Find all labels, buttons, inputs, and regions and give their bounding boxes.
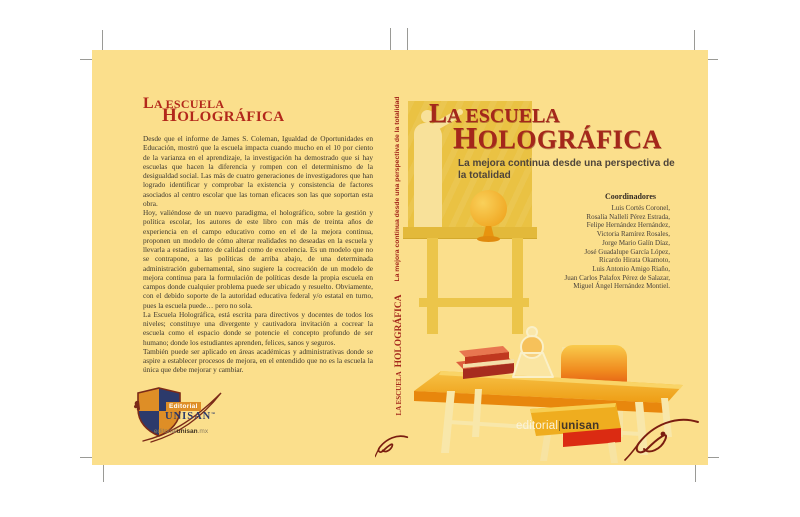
spine [388,96,406,416]
coordinator-name: Luis Cortés Coronel, [611,204,670,212]
front-title-line1: LA ESCUELA [429,98,560,128]
spine-subtitle: La mejora continua desde una perspectiva de la totalidad [393,96,401,282]
front-title-line2: HOLOGRÁFICA [453,120,662,155]
front-cover-subtitle: La mejora continua desde una perspectiva de la totalidad [458,158,675,181]
classroom-illustration [395,285,708,465]
chair-leg [608,442,618,463]
trademark-symbol: ™ [211,411,217,416]
coordinator-name: Ricardo Hirata Okamoto, [599,256,670,265]
coordinators-block [480,192,670,291]
body-paragraph: Hoy, valiéndose de un nuevo paradigma, el holográfico, sobre la gestión y política escolar, los autores de este libro con más de treinta años de experiencia en el campo educativo como en el de la mejora continua, proponen un modelo de cómo alterar realidades no deseadas en la escuela y llevarla a estadios tanto de calidad como de excelencia. Es un modelo que no se contrapone, a las políticas de arriba abajo, de una determinada administración gubernamental, sino sugiere la cocreación de un modelo de mejora continua para la formulación de políticas desde la propia escuela en campos donde cualquier problema puede ser ubicado y resuelto. Obviamente, con el debido soporte de la autoridad educativa federal y/o estatal en turno, pues la escuela puede… pero no sola. [143,208,373,310]
coordinator-name: Rosalía Nallelí Pérez Estrada, [586,212,670,221]
body-paragraph: La Escuela Holográfica, está escrita para directivos y docentes de todos los niveles; constituye una divergente y cautivadora invitación a cocrear la escuela como el espacio donde se potencie el concepto profundo de ser humano; donde los estudiantes aprenden, felices, sanos y seguros. [143,309,373,347]
logo-unisan-label: UNISAN™ [165,411,217,422]
coordinators-list [480,204,670,291]
body-paragraph: Desde que el informe de James S. Coleman, Igualdad de Oportunidades en Educación, mostró que la escuela impacta cuando mucho en el 10 por ciento de la varianza en el aprendizaje, la investigación ha demostrado que si hay escuelas que hacen la diferencia y rompen con el determinismo de la desigualdad social. Las más de cuatro generaciones de investigadores que han logrado identificar y comprobar la existencia y consistencia de factores asociados al centro escolar que las tornan eficaces son las que soportan esta obra. [143,134,373,208]
website-url: editorialunisan.mx [153,428,209,435]
back-cover-body [143,134,373,375]
coordinator-name: Miguel Ángel Hernández Montiel. [573,282,670,291]
coordinators-label: Coordinadores [605,192,656,201]
coordinator-name: Luis Antonio Amigo Riaño, [592,264,670,273]
coordinator-name: José Guadalupe García López, [584,247,670,256]
back-cover-title [143,95,285,126]
back-cover-title-line2: HOLOGRÁFICA [162,105,285,126]
spine-title: LA ESCUELA HOLOGRÁFICA [394,294,404,416]
coordinator-name: Juan Carlos Palafox Pérez de Salazar, [564,273,670,282]
signature-flourish-small-icon [375,432,409,462]
lion-icon [134,401,140,411]
back-cover-title-line1: LA ESCUELA [143,95,225,112]
logo-editorial-label: Editorial [166,402,201,411]
publisher-divider [559,421,560,431]
coordinator-name: Victoria Ramírez Rosales, [596,230,670,239]
publisher-wordmark [516,420,599,432]
coordinator-name: Jorge Mario Galín Díaz, [602,238,670,247]
body-paragraph: También puede ser aplicado en áreas académicas y administrativas donde se aspire a establecer procesos de mejora, en el entendido que no es la escuela la única que debe mejorar y cambiar. [143,346,373,375]
coordinator-name: Felipe Hernández Hernández, [586,221,670,230]
publisher-editorial: editorial [516,420,559,432]
front-cover-title [429,98,662,155]
signature-flourish-icon [625,420,698,460]
flask-base [513,353,553,377]
desk-leg [661,398,672,437]
publisher-unisan: unisan [561,420,600,432]
chair-leg [540,435,551,461]
